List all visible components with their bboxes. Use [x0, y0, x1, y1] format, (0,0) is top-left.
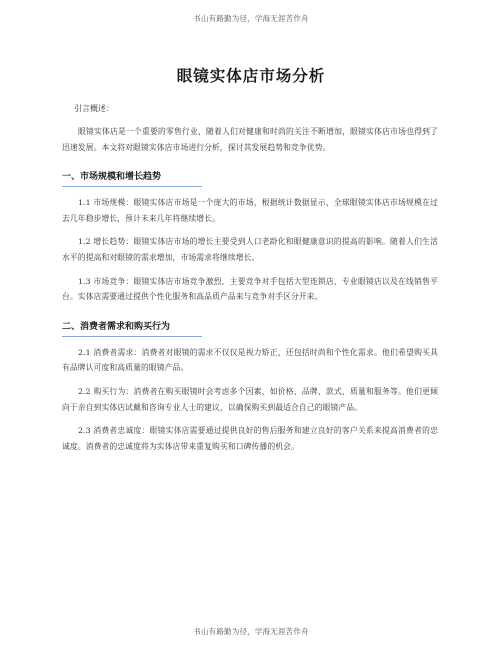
- intro-label: 引言概述：: [74, 104, 114, 113]
- document-body: [62, 103, 438, 462]
- paragraph-1-1: 1.1 市场规模：眼镜实体店市场是一个庞大的市场，根据统计数据显示，全球眼镜实体店市场规模在过去几年稳步增长，预计未来几年将继续增长。: [62, 198, 438, 223]
- running-footer: 书山有路勤为径，学海无涯苦作舟: [193, 627, 309, 636]
- paragraph-2-1: 2.1 消费者需求：消费者对眼镜的需求不仅仅是视力矫正，还包括时尚和个性化需求。他们希望购买具有品牌认可度和高质量的眼镜产品。: [62, 347, 438, 373]
- section-heading-consumer: 二、消费者需求和购买行为: [62, 319, 202, 337]
- paragraph-1-3: 1.3 市场竞争：眼镜实体店市场竞争激烈，主要竞争对手包括大型连锁店、专业眼镜店以及在线销售平台。实体店需要通过提供个性化服务和高品质产品来与竞争对手区分开来。: [62, 276, 438, 302]
- paragraph-2-2: 2.2 购买行为：消费者在购买眼镜时会考虑多个因素，如价格、品牌、款式、质量和服务等。他们更倾向于亲自到实体店试戴和咨询专业人士的建议，以确保购买到最适合自己的眼镜产品。: [62, 386, 438, 412]
- paragraph-2-3: 2.3 消费者忠诚度：眼镜实体店需要通过提供良好的售后服务和建立良好的客户关系来提高消费者的忠诚度。消费者的忠诚度将为实体店带来重复购买和口碑传播的机会。: [62, 426, 438, 451]
- document-title: 眼镜实体店市场分析: [176, 67, 326, 85]
- paragraph-1-2: 1.2 增长趋势：眼镜实体店市场的增长主要受到人口老龄化和眼健康意识的提高的影响。随着人们生活水平的提高和对眼镜的需求增加，市场需求将继续增长。: [62, 237, 438, 262]
- section-heading-market: 一、市场规模和增长趋势: [62, 169, 202, 187]
- intro-paragraph: 眼镜实体店是一个重要的零售行业，随着人们对健康和时尚的关注不断增加，眼镜实体店市场也得到了迅速发展。本文将对眼镜实体店市场进行分析，探讨其发展趋势和竞争优势。: [62, 127, 438, 152]
- running-header: 书山有路勤为径，学海无涯苦作舟: [193, 14, 309, 23]
